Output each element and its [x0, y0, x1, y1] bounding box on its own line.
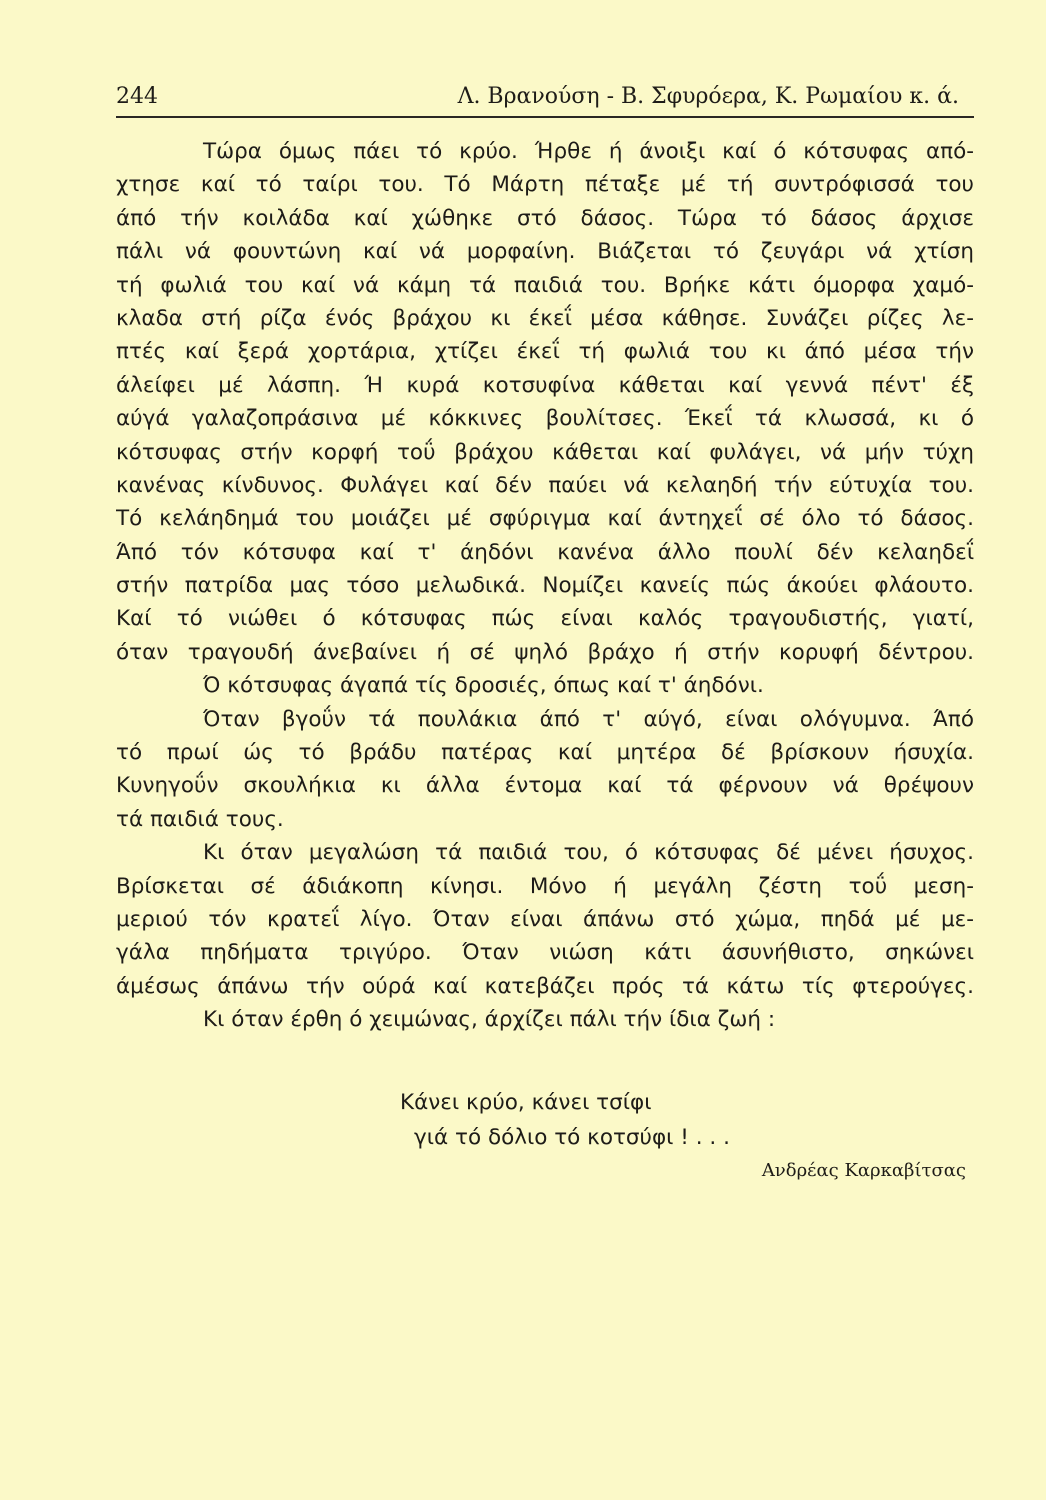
- page-number: 244: [116, 84, 158, 109]
- text-line: Άπό τόν κότσυφα καί τ' άηδόνι κανένα άλλο πουλί δέν κελαηδεΐ: [116, 539, 974, 565]
- poem-line: Κάνει κρύο, κάνει τσίφι: [400, 1090, 652, 1115]
- text-line: Βρίσκεται σέ άδιάκοπη κίνησι. Μόνο ή μεγάλη ζέστη τοΰ μεση-: [116, 873, 974, 899]
- text-line: χτησε καί τό ταίρι του. Τό Μάρτη πέταξε μέ τή συντρόφισσά του: [116, 172, 974, 198]
- text-line: άπό τήν κοιλάδα καί χώθηκε στό δάσος. Τώρα τό δάσος άρχισε: [116, 205, 974, 231]
- text-line: γάλα πηδήματα τριγύρο. Όταν νιώση κάτι άσυνήθιστο, σηκώνει: [116, 940, 974, 966]
- text-line: πάλι νά φουντώνη καί νά μορφαίνη. Βιάζεται τό ζευγάρι νά χτίση: [116, 239, 974, 265]
- poem: [400, 1085, 730, 1155]
- body-text: [116, 135, 974, 1037]
- text-line: τή φωλιά του καί νά κάμη τά παιδιά του. Βρήκε κάτι όμορφα χαμό-: [116, 272, 974, 298]
- poem-line: γιά τό δόλιο τό κοτσύφι ! . . .: [414, 1125, 730, 1150]
- text-line: άλείφει μέ λάσπη. Ή κυρά κοτσυφίνα κάθεται καί γεννά πέντ' έξ: [116, 372, 974, 398]
- author-signature: Ανδρέας Καρκαβίτσας: [761, 1160, 966, 1181]
- text-line: Κι όταν έρθη ό χειμώνας, άρχίζει πάλι τήν ίδια ζωή :: [203, 1007, 776, 1033]
- text-line: Όταν βγοΰν τά πουλάκια άπό τ' αύγό, είναι ολόγυμνα. Άπό: [203, 706, 974, 732]
- text-line: Κι όταν μεγαλώση τά παιδιά του, ό κότσυφας δέ μένει ήσυχος.: [203, 840, 974, 866]
- text-line: Τώρα όμως πάει τό κρύο. Ήρθε ή άνοιξι καί ό κότσυφας από-: [203, 139, 974, 164]
- running-title: Λ. Βρανούση - Β. Σφυρόερα, Κ. Ρωμαίου κ. ά.: [457, 84, 959, 109]
- text-line: τό πρωί ώς τό βράδυ πατέρας καί μητέρα δέ βρίσκουν ήσυχία.: [116, 740, 974, 766]
- text-line: Ό κότσυφας άγαπά τίς δροσιές, όπως καί τ' άηδόνι.: [203, 673, 764, 699]
- text-line: Καί τό νιώθει ό κότσυφας πώς είναι καλός τραγουδιστής, γιατί,: [116, 606, 974, 632]
- header-rule: [116, 116, 974, 118]
- text-line: κλαδα στή ρίζα ένός βράχου κι έκεΐ μέσα κάθησε. Συνάζει ρίζες λε-: [116, 305, 974, 331]
- text-line: πτές καί ξερά χορτάρια, χτίζει έκεΐ τή φωλιά του κι άπό μέσα τήν: [116, 339, 974, 365]
- text-line: τά παιδιά τους.: [116, 806, 284, 832]
- text-line: μεριού τόν κρατεΐ λίγο. Όταν είναι άπάνω στό χώμα, πηδά μέ με-: [116, 906, 974, 932]
- text-line: Τό κελάηδημά του μοιάζει μέ σφύριγμα καί άντηχεΐ σέ όλο τό δάσος.: [116, 506, 974, 532]
- text-line: στήν πατρίδα μας τόσο μελωδικά. Νομίζει κανείς πώς άκούει φλάουτο.: [116, 573, 974, 599]
- text-line: Κυνηγοΰν σκουλήκια κι άλλα έντομα καί τά φέρνουν νά θρέψουν: [116, 773, 974, 799]
- text-line: κότσυφας στήν κορφή τοΰ βράχου κάθεται καί φυλάγει, νά μήν τύχη: [116, 439, 974, 465]
- text-line: όταν τραγουδή άνεβαίνει ή σέ ψηλό βράχο ή στήν κορυφή δέντρου.: [116, 639, 974, 665]
- text-line: κανένας κίνδυνος. Φυλάγει καί δέν παύει νά κελαηδή τήν εύτυχία του.: [116, 472, 974, 498]
- text-line: άμέσως άπάνω τήν ούρά καί κατεβάζει πρός τά κάτω τίς φτερούγες.: [116, 973, 974, 999]
- text-line: αύγά γαλαζοπράσινα μέ κόκκινες βουλίτσες. Έκεΐ τά κλωσσά, κι ό: [116, 406, 974, 432]
